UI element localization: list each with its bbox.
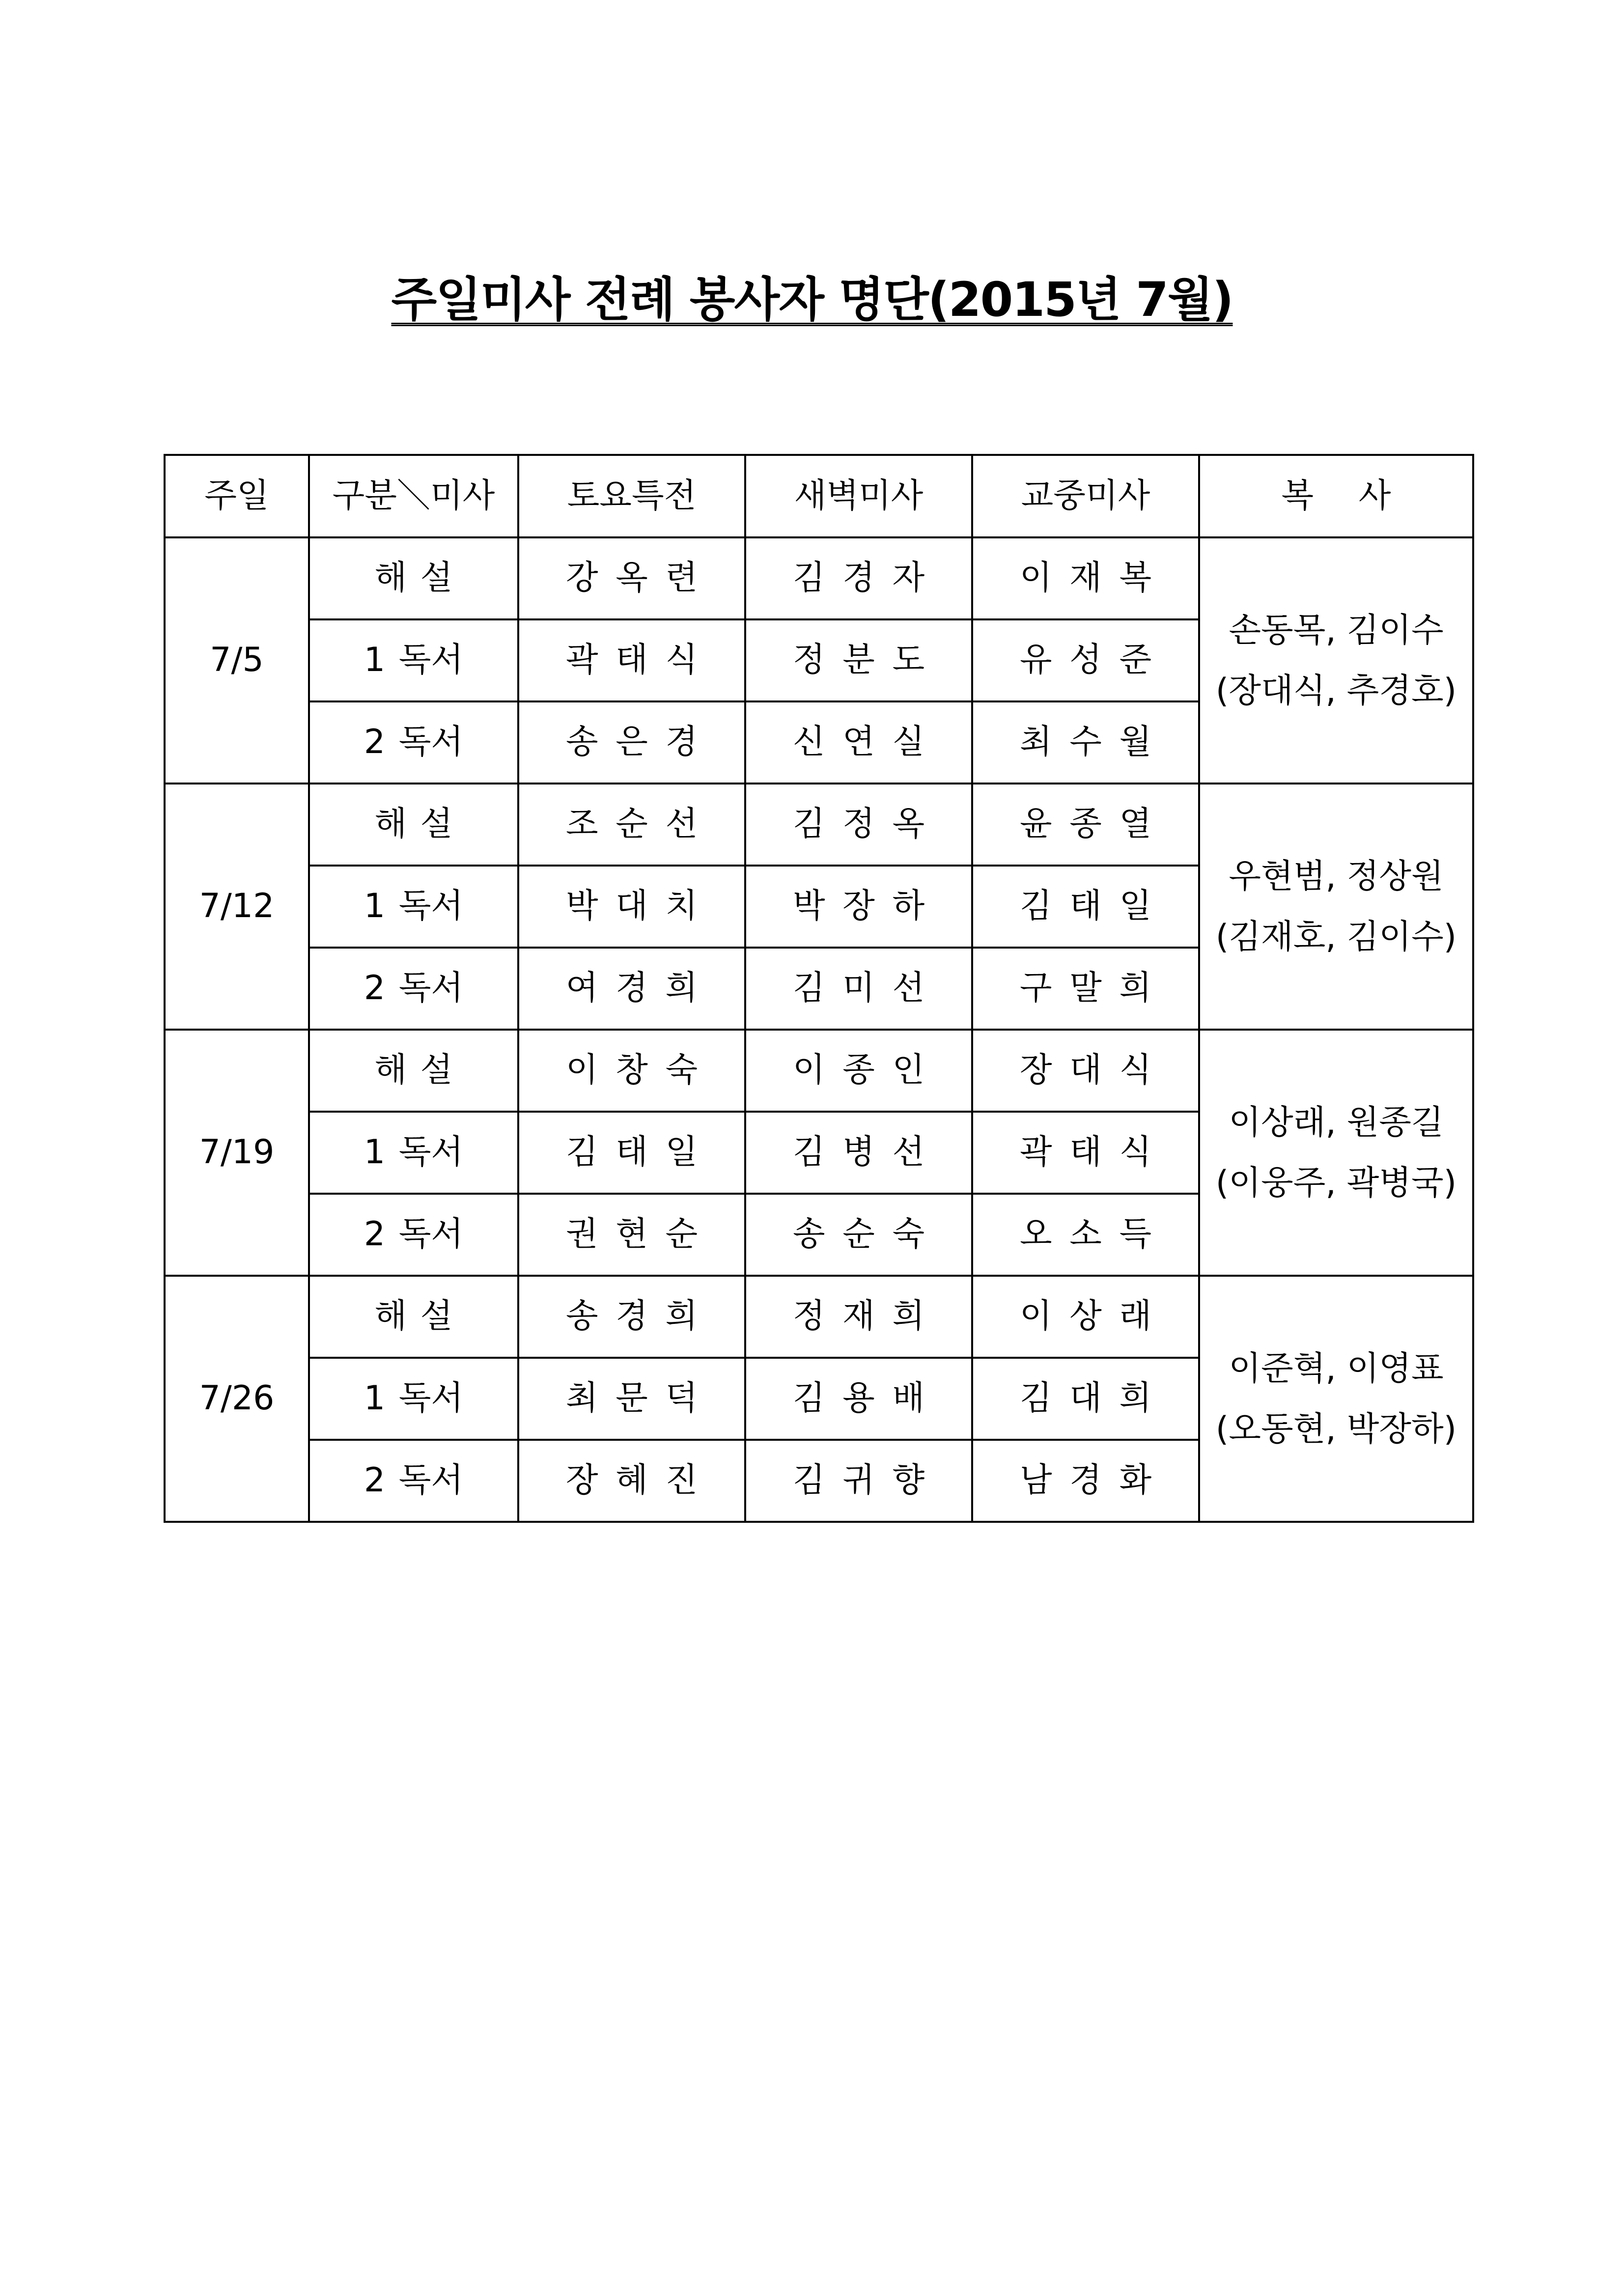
saturday-vigil-cell: 이 창 숙 [518, 1030, 745, 1112]
saturday-vigil-cell: 권 현 순 [518, 1194, 745, 1276]
saturday-vigil-cell: 김 태 일 [518, 1112, 745, 1194]
saturday-vigil-cell: 조 순 선 [518, 784, 745, 866]
main-mass-cell: 남 경 화 [972, 1440, 1199, 1522]
altar-servers-reserve: (이웅주, 곽병국) [1215, 1163, 1457, 1203]
saturday-vigil-cell: 송 경 희 [518, 1276, 745, 1358]
altar-servers-main: 손동목, 김이수 [1229, 611, 1444, 650]
page-title-text: 주일미사 전례 봉사자 명단(2015년 7월) [391, 272, 1233, 327]
main-mass-cell: 장 대 식 [972, 1030, 1199, 1112]
header-sunday: 주일 [165, 455, 309, 537]
role-cell: 해 설 [309, 1030, 518, 1112]
server-roster-table [164, 454, 1474, 1523]
table-row [165, 1030, 1473, 1112]
altar-servers-cell [1199, 1030, 1473, 1276]
altar-servers-cell [1199, 784, 1473, 1030]
main-mass-cell: 곽 태 식 [972, 1112, 1199, 1194]
saturday-vigil-cell: 강 옥 련 [518, 537, 745, 619]
dawn-mass-cell: 김 용 배 [745, 1358, 972, 1440]
saturday-vigil-cell: 송 은 경 [518, 701, 745, 784]
header-saturday-vigil: 토요특전 [518, 455, 745, 537]
altar-servers-main: 이상래, 원종길 [1229, 1103, 1444, 1142]
date-cell: 7/5 [165, 537, 309, 784]
header-altar-servers: 복 사 [1199, 455, 1473, 537]
header-role-mass: 구분＼미사 [309, 455, 518, 537]
role-cell: 해 설 [309, 537, 518, 619]
dawn-mass-cell: 김 경 자 [745, 537, 972, 619]
altar-servers-main: 이준혁, 이영표 [1229, 1349, 1444, 1388]
role-cell: 2 독서 [309, 1440, 518, 1522]
dawn-mass-cell: 송 순 숙 [745, 1194, 972, 1276]
role-cell: 2 독서 [309, 1194, 518, 1276]
role-cell: 1 독서 [309, 619, 518, 701]
table-row [165, 1276, 1473, 1358]
role-cell: 해 설 [309, 1276, 518, 1358]
date-cell: 7/12 [165, 784, 309, 1030]
altar-servers-cell [1199, 537, 1473, 784]
header-main-mass: 교중미사 [972, 455, 1199, 537]
dawn-mass-cell: 김 미 선 [745, 948, 972, 1030]
header-dawn-mass: 새벽미사 [745, 455, 972, 537]
role-cell: 2 독서 [309, 701, 518, 784]
saturday-vigil-cell: 여 경 희 [518, 948, 745, 1030]
main-mass-cell: 윤 종 열 [972, 784, 1199, 866]
main-mass-cell: 이 상 래 [972, 1276, 1199, 1358]
dawn-mass-cell: 이 종 인 [745, 1030, 972, 1112]
table-row [165, 537, 1473, 619]
date-cell: 7/26 [165, 1276, 309, 1522]
dawn-mass-cell: 김 귀 향 [745, 1440, 972, 1522]
altar-servers-cell [1199, 1276, 1473, 1522]
table-row [165, 784, 1473, 866]
main-mass-cell: 오 소 득 [972, 1194, 1199, 1276]
role-cell: 1 독서 [309, 1112, 518, 1194]
dawn-mass-cell: 김 정 옥 [745, 784, 972, 866]
altar-servers-reserve: (오동현, 박장하) [1215, 1409, 1457, 1449]
altar-servers-reserve: (김재호, 김이수) [1215, 917, 1457, 956]
saturday-vigil-cell: 곽 태 식 [518, 619, 745, 701]
role-cell: 1 독서 [309, 1358, 518, 1440]
dawn-mass-cell: 정 재 희 [745, 1276, 972, 1358]
main-mass-cell: 김 대 희 [972, 1358, 1199, 1440]
header-row [165, 455, 1473, 537]
main-mass-cell: 이 재 복 [972, 537, 1199, 619]
dawn-mass-cell: 김 병 선 [745, 1112, 972, 1194]
page-title [0, 265, 1624, 334]
dawn-mass-cell: 박 장 하 [745, 866, 972, 948]
dawn-mass-cell: 신 연 실 [745, 701, 972, 784]
saturday-vigil-cell: 장 혜 진 [518, 1440, 745, 1522]
main-mass-cell: 구 말 희 [972, 948, 1199, 1030]
saturday-vigil-cell: 박 대 치 [518, 866, 745, 948]
saturday-vigil-cell: 최 문 덕 [518, 1358, 745, 1440]
role-cell: 1 독서 [309, 866, 518, 948]
dawn-mass-cell: 정 분 도 [745, 619, 972, 701]
date-cell: 7/19 [165, 1030, 309, 1276]
main-mass-cell: 최 수 월 [972, 701, 1199, 784]
role-cell: 해 설 [309, 784, 518, 866]
altar-servers-main: 우현범, 정상원 [1229, 857, 1444, 896]
role-cell: 2 독서 [309, 948, 518, 1030]
altar-servers-reserve: (장대식, 추경호) [1215, 671, 1457, 710]
main-mass-cell: 유 성 준 [972, 619, 1199, 701]
main-mass-cell: 김 태 일 [972, 866, 1199, 948]
